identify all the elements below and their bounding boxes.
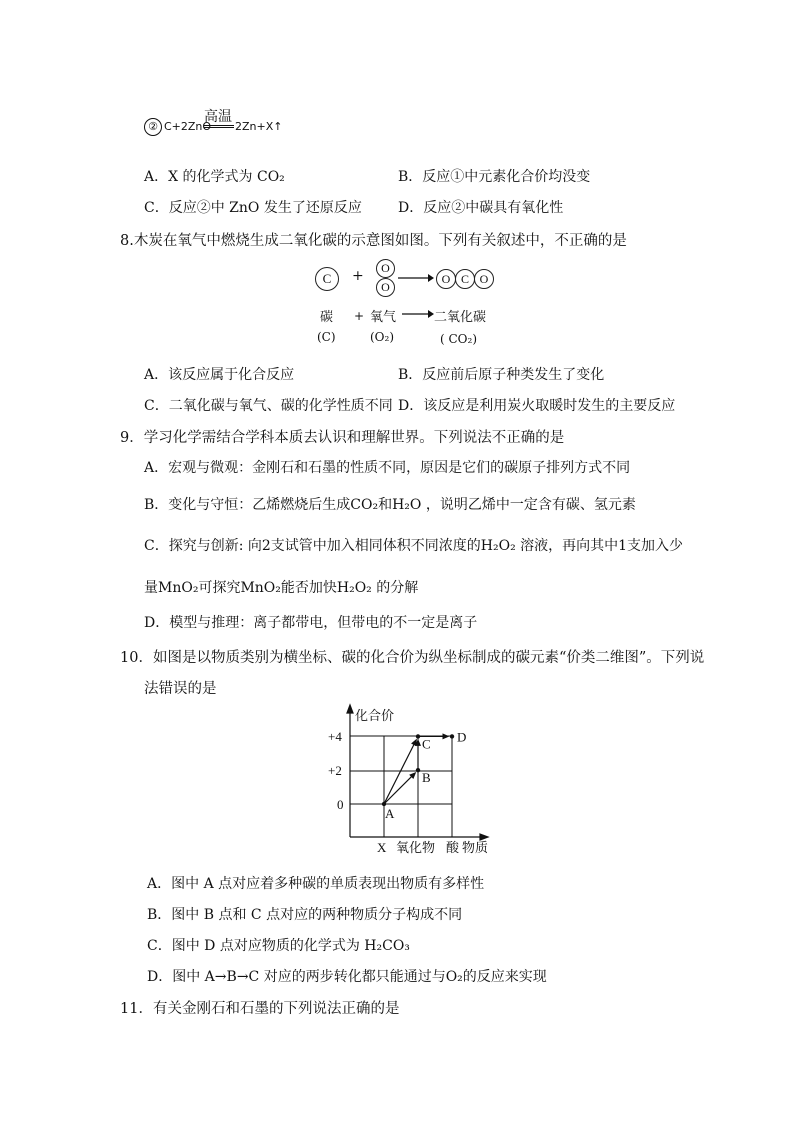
q9-option-c: C．探究与创新: 向2支试管中加入相同体积不同浓度的H₂O₂ 溶液，再向其中1支加入少: [144, 538, 684, 554]
reaction-arrow: [398, 273, 434, 283]
q11-stem: [120, 997, 399, 1018]
equation-2-condition: 高温: [204, 109, 232, 125]
q8-option-b: B．反应前后原子种类发生了变化: [398, 367, 605, 383]
x-tick-acid: 酸: [446, 840, 460, 855]
co2-name: 二氧化碳: [434, 310, 487, 325]
q10-number: 10．: [120, 650, 153, 666]
q8-option-a: A．该反应属于化合反应: [144, 367, 295, 383]
q9-stem: [120, 426, 564, 447]
q9-option-c-cont: 量MnO₂可探究MnO₂能否加快H₂O₂ 的分解: [144, 580, 419, 596]
q7-option-c: C．反应②中 ZnO 发生了还原反应: [144, 200, 362, 216]
arrow-a-c: [384, 743, 415, 804]
y-tick-2: +2: [328, 763, 342, 778]
y-axis-title: 化合价: [355, 708, 395, 723]
equation-2-marker: ②: [144, 118, 162, 136]
co2-carbon: C: [455, 269, 475, 289]
q7-option-a: A．X 的化学式为 CO₂: [144, 169, 285, 185]
co2-formula: ( CO₂): [440, 332, 478, 346]
q8-number: 8.: [120, 233, 134, 249]
carbon-name: 碳: [320, 310, 334, 325]
q11-number: 11．: [120, 1001, 153, 1017]
point-label-a: A: [385, 806, 395, 821]
x-axis-title: 物质: [462, 840, 489, 855]
q7-option-d: D．反应②中碳具有氧化性: [398, 200, 564, 216]
q9-option-d: D．模型与推理：离子都带电，但带电的不一定是离子: [144, 615, 478, 631]
arrow-a-b: [384, 775, 413, 804]
q10-option-a: A．图中 A 点对应着多种碳的单质表现出物质有多样性: [147, 876, 485, 892]
x-tick-oxide: 氧化物: [396, 840, 436, 855]
point-label-d: D: [457, 729, 467, 745]
point-b: [416, 768, 420, 772]
oxygen-name: 氧气: [370, 310, 397, 325]
chart-marks: [382, 729, 467, 821]
equation-2-left: C+2ZnO: [164, 120, 212, 133]
q8-option-c: C．二氧化碳与氧气、碳的化学性质不同: [144, 398, 393, 414]
point-label-b: B: [422, 770, 431, 786]
q8-stem-text: 木炭在氧气中燃烧生成二氧化碳的示意图如图。下列有关叙述中，不正确的是: [133, 233, 627, 249]
q9-option-a: A．宏观与微观：金刚石和石墨的性质不同，原因是它们的碳原子排列方式不同: [144, 460, 631, 476]
y-tick-0: 0: [337, 797, 344, 812]
q10-valence-chart: [320, 703, 500, 858]
q10-stem-line2: 法错误的是: [144, 681, 217, 697]
arrowhead-c-d: [443, 733, 450, 739]
equation-2-line: [204, 125, 234, 126]
point-d: [450, 734, 454, 738]
plus-sign-2: +: [354, 309, 365, 323]
q10-option-d: D．图中 A→B→C 对应的两步转化都只能通过与O₂的反应来实现: [147, 969, 547, 985]
q7-option-b: B．反应①中元素化合价均没变: [398, 169, 591, 185]
point-c: [416, 734, 420, 738]
oxygen-formula: (O₂): [370, 330, 395, 344]
carbon-formula: (C): [317, 330, 336, 344]
co2-oxygen-left: O: [436, 269, 456, 289]
q10-stem: [120, 646, 704, 667]
y-tick-4: +4: [328, 729, 342, 744]
q9-stem-text: 学习化学需结合学科本质去认识和理解世界。下列说法不正确的是: [143, 430, 565, 446]
co2-oxygen-right: O: [474, 269, 494, 289]
q11-stem-text: 有关金刚石和石墨的下列说法正确的是: [152, 1001, 400, 1017]
q8-stem: [120, 229, 627, 250]
oxygen-atom-top: O: [376, 259, 395, 278]
equation-2-right: 2Zn+X↑: [235, 120, 283, 133]
q9-number: 9．: [120, 430, 144, 446]
q10-option-b: B．图中 B 点和 C 点对应的两种物质分子构成不同: [147, 907, 463, 923]
q9-option-b: B．变化与守恒：乙烯燃烧后生成CO₂和H₂O ，说明乙烯中一定含有碳、氢元素: [144, 497, 636, 513]
q8-option-d: D．该反应是利用炭火取暖时发生的主要反应: [398, 398, 676, 414]
x-tick-x: X: [377, 840, 387, 855]
plus-sign-1: +: [352, 268, 364, 284]
equation-2-line-2: [204, 127, 234, 128]
q10-stem-text: 如图是以物质类别为横坐标、碳的化合价为纵坐标制成的碳元素“价类二维图”。下列说: [152, 650, 705, 666]
carbon-atom: C: [315, 267, 339, 291]
name-arrow: [402, 309, 434, 319]
q10-option-c: C．图中 D 点对应物质的化学式为 H₂CO₃: [147, 938, 410, 954]
point-label-c: C: [422, 736, 431, 752]
q8-diagram: [300, 256, 520, 348]
oxygen-atom-bottom: O: [376, 278, 395, 297]
